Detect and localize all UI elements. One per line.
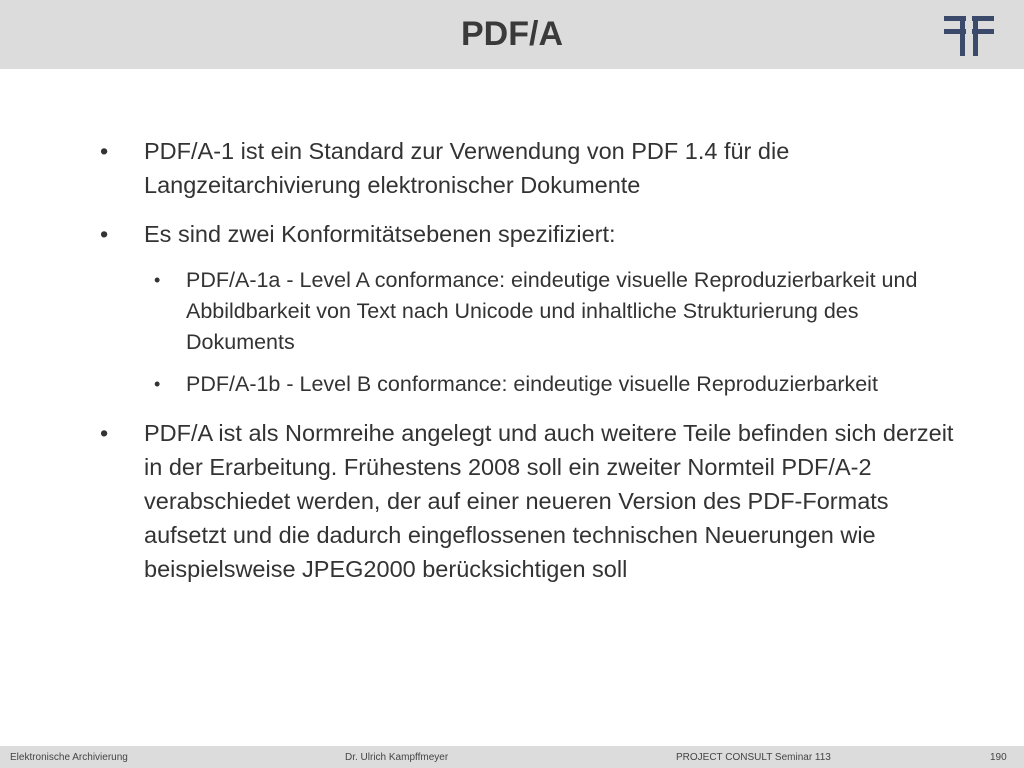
slide-header [0,0,1024,69]
project-consult-logo-icon [944,14,994,58]
sub-bullet-item [154,369,960,400]
sub-bullet-marker: • [154,270,161,290]
bullet-marker: • [100,138,109,164]
sub-bullet-marker: • [154,374,161,394]
bullet-item [100,134,960,202]
bullet-item [100,416,960,586]
sub-bullet-text: PDF/A-1a - Level A conformance: eindeutige visuelle Reproduzierbarkeit und Abbildbarkeit von Text nach Unicode und inhaltliche Strukturierung des Dokuments [186,268,918,354]
footer-course-title: Elektronische Archivierung [10,752,128,763]
bullet-text: PDF/A-1 ist ein Standard zur Verwendung von PDF 1.4 für die Langzeitarchivierung elektronischer Dokumente [144,138,790,198]
footer-page-number: 190 [990,752,1007,763]
footer-seminar: PROJECT CONSULT Seminar 113 [676,752,831,763]
sub-bullet-list [100,265,960,400]
bullet-text: PDF/A ist als Normreihe angelegt und auch weitere Teile befinden sich derzeit in der Erarbeitung. Frühestens 2008 soll ein zweiter Normteil PDF/A-2 verabschiedet werden, der auf einer neueren Version des PDF-Formats aufsetzt und die dadurch eingeflossenen technischen Neuerungen wie beispielsweise JPEG2000 berücksichtigen soll [144,420,954,582]
slide-content [100,134,960,586]
bullet-marker: • [100,420,109,446]
sub-bullet-item [154,265,960,358]
slide-footer [0,746,1024,768]
sub-bullet-text: PDF/A-1b - Level B conformance: eindeutige visuelle Reproduzierbarkeit [186,372,878,396]
bullet-text: Es sind zwei Konformitätsebenen spezifiziert: [144,221,616,247]
footer-author: Dr. Ulrich Kampffmeyer [345,752,449,763]
slide-title: PDF/A [461,15,563,53]
bullet-item [100,217,960,251]
bullet-marker: • [100,221,109,247]
